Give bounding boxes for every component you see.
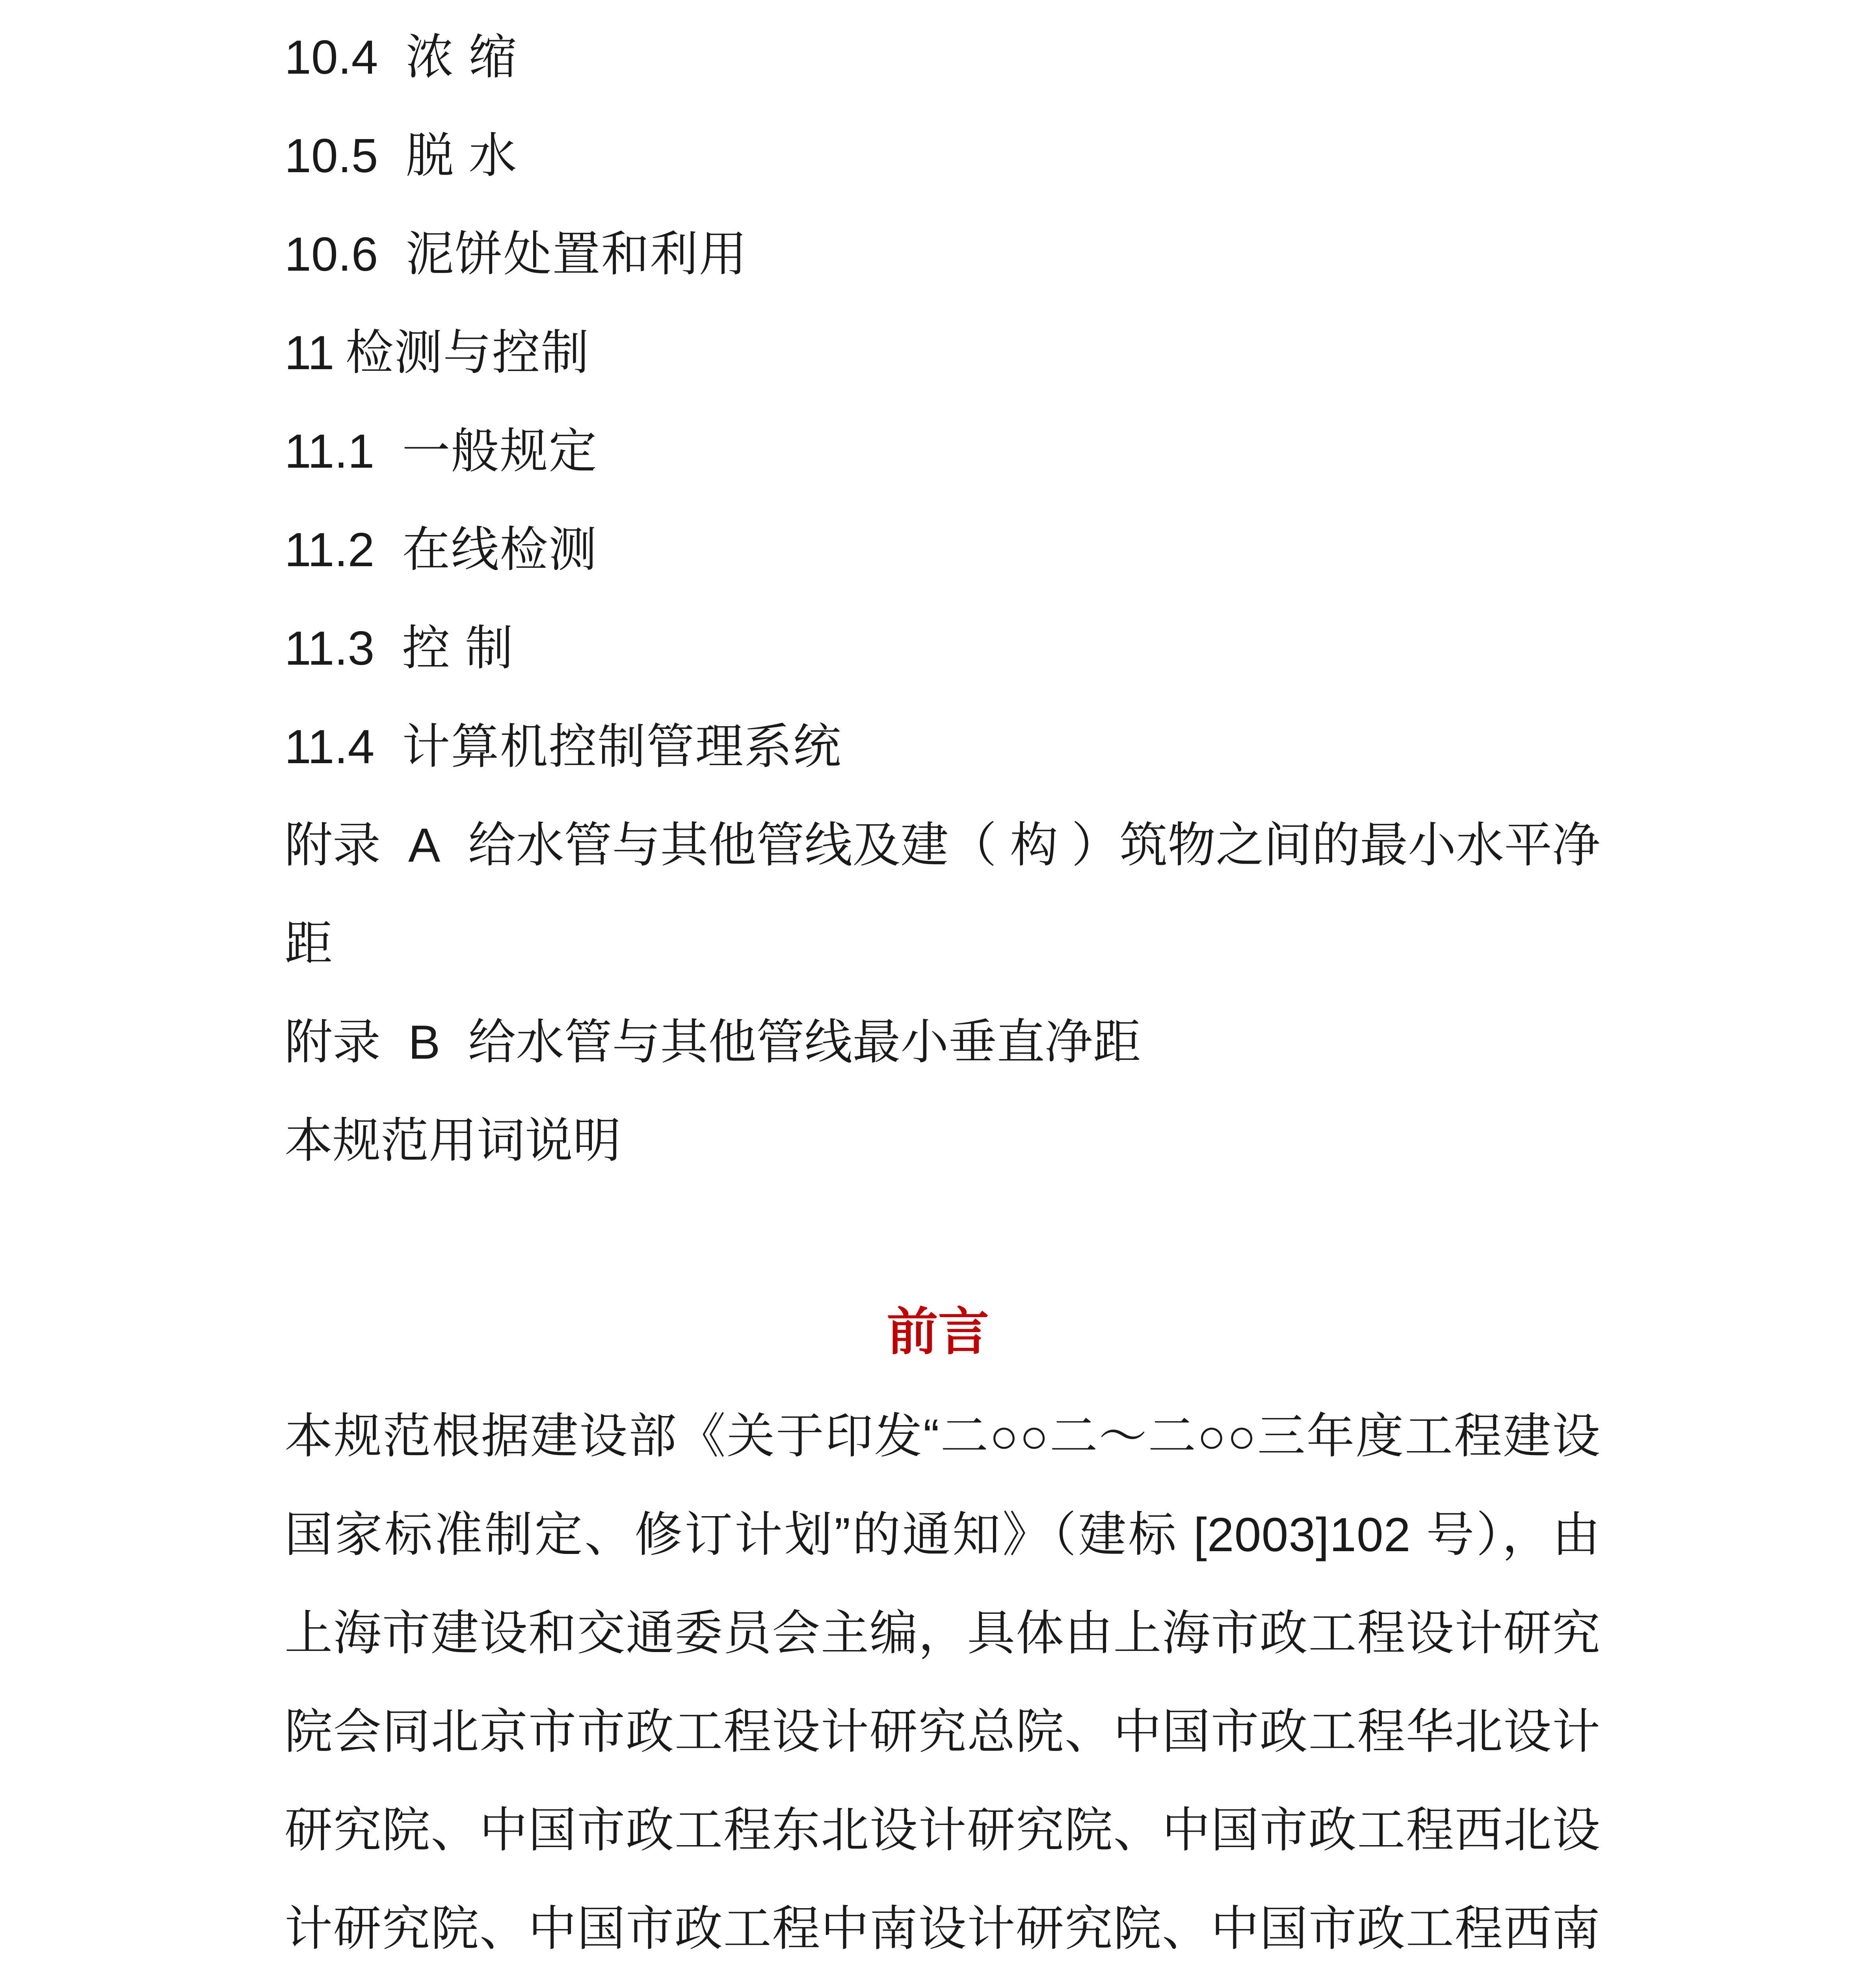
toc-appendix-a[interactable] — [284, 796, 1601, 993]
toc-item[interactable] — [284, 599, 1601, 697]
toc-item-title: 脱 水 — [405, 129, 518, 182]
table-of-contents — [284, 8, 1601, 1190]
preface-title: 前言 — [887, 1303, 989, 1360]
toc-item-title: 计算机控制管理系统 — [402, 720, 842, 773]
preface-body: 本规范根据建设部《关于印发“二○○二～二○○三年度工程建设国家标准制定、修订计划”的通知》（建标 [2003]102 号），由上海市建设和交通委员会主编，具体由上海市政工程设计研究院会同北京市市政工程设计研究总院、中国市政工程华北设计研究院、中国市政工程东北设计研究院、中国市政工程西北设计研究院、中国市政工程中南设计研究院、中国市政工程西南 — [284, 1409, 1601, 1955]
toc-appendix-b[interactable] — [284, 993, 1601, 1091]
toc-item[interactable] — [284, 697, 1601, 796]
appendix-prefix: 附录 — [284, 1015, 381, 1069]
toc-item-number: 11.2 — [284, 523, 375, 576]
toc-item-title: 控 制 — [402, 621, 514, 675]
toc-item-number: 10.5 — [284, 129, 378, 182]
toc-item-title: 在线检测 — [402, 523, 598, 576]
usage-note-title: 本规范用词说明 — [284, 1114, 621, 1167]
toc-item-title: 浓 缩 — [405, 30, 518, 84]
toc-item[interactable] — [284, 8, 1601, 106]
toc-item-number: 11 — [284, 326, 335, 379]
toc-item-number: 11.4 — [284, 720, 375, 773]
appendix-letter: A — [408, 818, 441, 872]
appendix-prefix: 附录 — [284, 818, 381, 872]
toc-usage-note[interactable] — [284, 1091, 1601, 1190]
toc-item-title: 检测与控制 — [345, 326, 590, 379]
toc-item-title: 泥饼处置和利用 — [405, 227, 748, 281]
toc-item[interactable] — [284, 500, 1601, 599]
toc-item[interactable] — [284, 402, 1601, 500]
appendix-letter: B — [408, 1015, 441, 1069]
toc-item[interactable] — [284, 205, 1601, 303]
toc-item[interactable] — [284, 106, 1601, 205]
toc-item-number: 11.3 — [284, 621, 375, 675]
toc-item-number: 10.6 — [284, 227, 378, 281]
toc-item-title: 一般规定 — [402, 424, 598, 478]
appendix-title: 给水管与其他管线最小垂直净距 — [468, 1015, 1141, 1069]
toc-item-number: 10.4 — [284, 30, 378, 84]
toc-item-number: 11.1 — [284, 424, 375, 478]
appendix-title: 给水管与其他管线及建（ 构 ）筑物之间的最小水平净距 — [284, 818, 1601, 970]
toc-item[interactable] — [284, 303, 1601, 402]
